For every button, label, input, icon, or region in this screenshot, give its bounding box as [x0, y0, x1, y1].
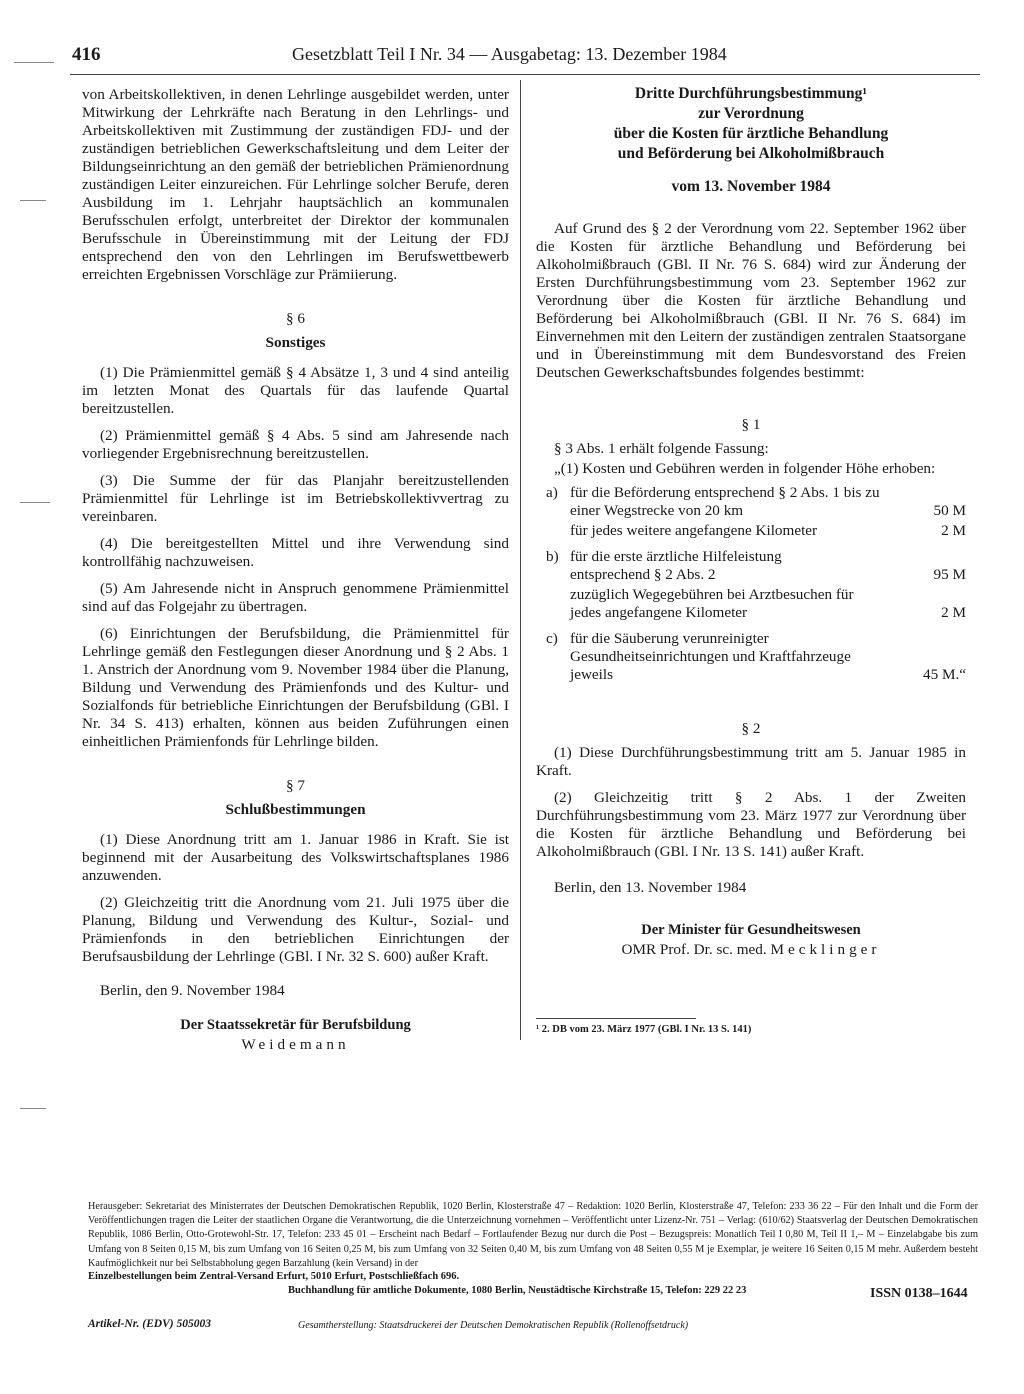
section-1-number: § 1	[741, 416, 761, 433]
fee-amount: 95 M	[933, 566, 966, 583]
production-note: Gesamtherstellung: Staatsdruckerei der Deutschen Demokratischen Republik (Rollenoffsetdruck)	[298, 1320, 689, 1331]
signer-name: Weidemann	[241, 1036, 350, 1053]
margin-mark	[20, 1108, 46, 1109]
article-number: Artikel-Nr. (EDV) 505003	[88, 1318, 211, 1330]
section-7-para-2: (2) Gleichzeitig tritt die Anordnung vom 21. Juli 1975 über die Planung, Bildung und Verwendung des Kultur-, Sozial- und Prämienfonds in den betrieblichen Einrichtungen der Berufsausbildung der Lehrlinge (GBl. I Nr. 32 S. 600) außer Kraft.	[82, 894, 509, 965]
section-7-title: Schlußbestimmungen	[225, 801, 366, 818]
section-6-title: Sonstiges	[265, 334, 326, 351]
left-column	[82, 86, 509, 1054]
section-6-para-5: (5) Am Jahresende nicht in Anspruch genommene Prämienmittel sind auf das Folgejahr zu übertragen.	[82, 580, 509, 615]
intro-paragraph: von Arbeitskollektiven, in denen Lehrlinge ausgebildet werden, unter Mitwirkung der Lehrkräfte nach Beratung in den Lehrlings- und Arbeitskollektiven mit Zustimmung der zuständigen FDJ- und der zuständigen betrieblichen Gewerkschaftsleitung und dem Leiter der Bildungseinrichtung an den gemäß der betrieblichen Prämienordnung zuständigen Leiter einzureichen. Für Lehrlinge solcher Berufe, deren Ausbildung im 1. Lehrjahr hauptsächlich an kommunalen Berufsschulen erfolgt, unterbreitet der Direktor der kommunalen Berufsschule in Übereinstimmung mit der Leitung der FDJ entsprechend den von den Lehrlingen im Berufswettbewerb erreichten Ergebnissen Vorschläge zur Prämiierung.	[82, 86, 509, 283]
fee-amount: 50 M	[933, 502, 966, 519]
page-number: 416	[72, 44, 101, 65]
section-2-para-1: (1) Diese Durchführungsbestimmung tritt am 5. Januar 1985 in Kraft.	[536, 744, 966, 779]
signer-title: Der Minister für Gesundheitswesen	[641, 922, 861, 938]
fee-label: c)	[546, 630, 558, 647]
fee-text: für die erste ärztliche Hilfeleistung entsprechend § 2 Abs. 2	[570, 548, 782, 583]
fee-label: b)	[546, 548, 559, 565]
fee-row	[536, 484, 966, 520]
issn: ISSN 0138–1644	[870, 1286, 968, 1301]
margin-mark	[20, 502, 50, 503]
section-6-para-2: (2) Prämienmittel gemäß § 4 Abs. 5 sind am Jahresende nach vorliegender Ergebnisrechnung bereitzustellen.	[82, 427, 509, 462]
footnote: ¹ 2. DB vom 23. März 1977 (GBl. I Nr. 13 S. 141)	[536, 1024, 752, 1035]
fee-label	[546, 522, 570, 540]
running-title: Gesetzblatt Teil I Nr. 34 — Ausgabetag: 13. Dezember 1984	[292, 44, 727, 64]
signer-line	[536, 941, 966, 959]
title-line-2: zur Verordnung	[698, 105, 804, 122]
title-line-1: Dritte Durchführungsbestimmung¹	[634, 85, 868, 102]
signer-prefix: OMR Prof. Dr. sc. med.	[621, 941, 767, 958]
fee-row	[536, 586, 966, 622]
section-1-quote: „(1) Kosten und Gebühren werden in folgender Höhe erhoben:	[554, 460, 936, 477]
section-6-para-6: (6) Einrichtungen der Berufsbildung, die Prämienmittel für Lehrlinge gemäß den Festlegungen dieser Anordnung und § 2 Abs. 1 1. Anstrich der Anordnung vom 9. November 1984 über die Planung, Bildung und Verwendung des Prämienfonds und des Kultur- und Sozialfonds für betriebliche Einrichtungen der Berufsbildung (GBl. I Nr. 34 S. 413) erhalten, können aus beiden Zuführungen einen einheitlichen Prämienfonds für Lehrlinge bilden.	[82, 625, 509, 750]
fee-amount: 2 M	[941, 522, 966, 539]
title-line-3: über die Kosten für ärztliche Behandlung	[613, 125, 889, 142]
fee-text: für jedes weitere angefangene Kilometer	[570, 522, 818, 539]
fee-amount: 45 M.“	[922, 666, 966, 683]
imprint	[88, 1200, 978, 1271]
section-6-para-4: (4) Die bereitgestellten Mittel und ihre Verwendung sind kontrollfähig nachzuweisen.	[82, 535, 509, 570]
fee-amount: 2 M	[941, 604, 966, 621]
preamble: Auf Grund des § 2 der Verordnung vom 22. September 1962 über die Kosten für ärztliche Behandlung und Beförderung bei Alkoholmißbrauch (GBl. II Nr. 76 S. 684) wird zur Änderung der Ersten Durchführungsbestimmung vom 23. September 1962 zur Verordnung über die Kosten für ärztliche Behandlung und Beförderung bei Alkoholmißbrauch (GBl. II Nr. 76 S. 684) im Einvernehmen mit den Leitern der zuständigen zentralen Staatsorgane und in Übereinstimmung mit dem Bundesvorstand des Freien Deutschen Gewerkschaftsbundes folgendes bestimmt:	[536, 220, 966, 381]
decree-title	[536, 84, 966, 164]
fee-text: für die Säuberung verunreinigter Gesundheitseinrichtungen und Kraftfahrzeuge jeweils	[570, 630, 851, 683]
section-6-para-1: (1) Die Prämienmittel gemäß § 4 Absätze 1, 3 und 4 sind anteilig im letzten Monat des Quartals für das laufende Quartal bereitzustellen.	[82, 364, 509, 417]
fee-row	[536, 522, 966, 540]
section-6-para-3: (3) Die Summe der für das Planjahr bereitzustellenden Prämienmittel für Lehrlinge ist im Betriebskollektivvertrag zu vereinbaren.	[82, 472, 509, 525]
imprint-text: Herausgeber: Sekretariat des Ministerrates der Deutschen Demokratischen Republik, 1020 Berlin, Klosterstraße 47 – Redaktion: 1020 Berlin, Klosterstraße 47, Telefon: 233 36 22 – Für den Inhalt und die Form der Veröffentlichungen tragen die Leiter der staatlichen Organe die Verantwortung, die die Unterzeichnung vornehmen – Veröffentlicht unter Lizenz-Nr. 751 – Verlag: (610/62) Staatsverlag der Deutschen Demokratischen Republik, 1086 Berlin, Otto-Grotewohl-Str. 17, Telefon: 233 45 01 – Erscheint nach Bedarf – Fortlaufender Bezug nur durch die Post – Bezugspreis: Monatlich Teil I 0,80 M, Teil II 1,– M – Einzelabgabe bis zum Umfang von 8 Seiten 0,15 M, bis zum Umfang von 16 Seiten 0,25 M, bis zum Umfang von 32 Seiten 0,40 M, bis zum Umfang von 48 Seiten 0,55 M je Exemplar, je weitere 16 Seiten 0,15 M mehr. Außerdem besteht Kaufmöglichkeit nur bei Selbstabholung gegen Barzahlung (kein Versand) in der	[88, 1201, 978, 1269]
fee-label: a)	[546, 484, 558, 501]
header-rule	[70, 74, 980, 75]
order-info	[88, 1270, 848, 1298]
footnote-rule	[536, 1018, 696, 1019]
section-1-intro: § 3 Abs. 1 erhält folgende Fassung:	[554, 440, 769, 457]
title-line-4: und Beförderung bei Alkoholmißbrauch	[617, 145, 885, 162]
section-7-number: § 7	[286, 777, 305, 794]
margin-mark	[20, 200, 46, 201]
decree-date: vom 13. November 1984	[671, 178, 831, 195]
signer-name: Mecklinger	[770, 941, 881, 958]
section-2-number: § 2	[741, 720, 761, 737]
margin-mark	[14, 62, 54, 63]
section-2-para-2: (2) Gleichzeitig tritt § 2 Abs. 1 der Zweiten Durchführungsbestimmung vom 23. März 1977 zur Verordnung über die Kosten für ärztliche Behandlung und Beförderung bei Alkoholmißbrauch (GBl. I Nr. 13 S. 141) außer Kraft.	[536, 789, 966, 860]
order-line-1: Einzelbestellungen beim Zentral-Versand Erfurt, 5010 Erfurt, Postschließfach 696.	[88, 1271, 460, 1282]
signer-title: Der Staatssekretär für Berufsbildung	[180, 1017, 411, 1033]
section-7-para-1: (1) Diese Anordnung tritt am 1. Januar 1986 in Kraft. Sie ist beginnend mit der Ausarbeitung des Volkswirtschaftsplanes 1986 anzuwenden.	[82, 831, 509, 884]
fee-row	[536, 548, 966, 584]
place-date: Berlin, den 9. November 1984	[100, 982, 285, 999]
fee-text: für die Beförderung entsprechend § 2 Abs. 1 bis zu einer Wegstrecke von 20 km	[570, 484, 880, 519]
section-6-number: § 6	[286, 310, 305, 327]
column-divider	[520, 80, 521, 1040]
fee-label	[546, 586, 570, 622]
fee-text: zuzüglich Wegegebühren bei Arztbesuchen für jedes angefangene Kilometer	[570, 586, 854, 621]
right-column	[536, 84, 966, 959]
fee-row	[536, 630, 966, 684]
order-line-2: Buchhandlung für amtliche Dokumente, 1080 Berlin, Neustädtische Kirchstraße 15, Telefon: 229 22 23	[288, 1285, 747, 1296]
place-date: Berlin, den 13. November 1984	[554, 879, 747, 896]
